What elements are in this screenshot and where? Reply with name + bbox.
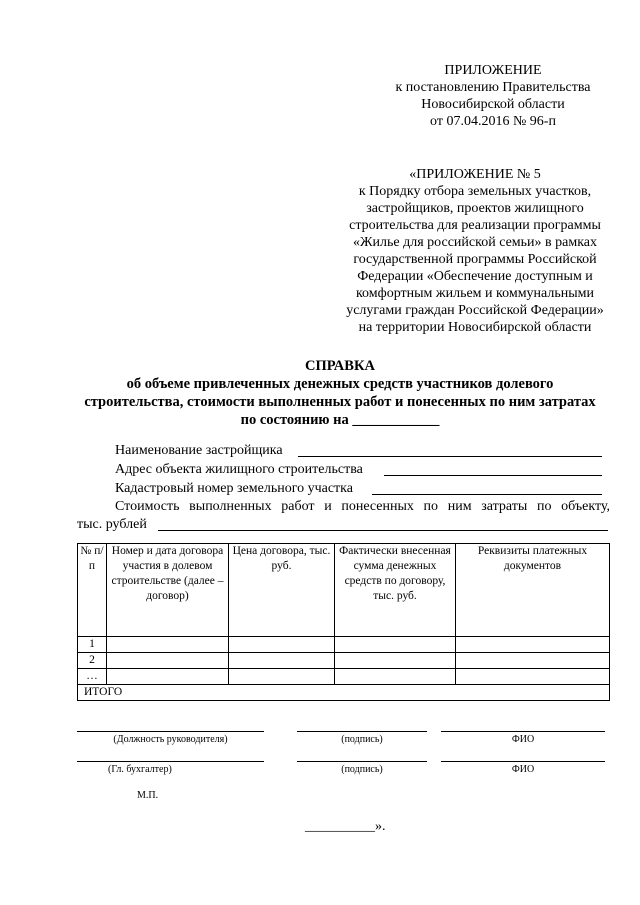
- head-signature-caption: (подпись): [341, 734, 383, 745]
- table-cell[interactable]: [456, 637, 610, 653]
- header-line: ПРИЛОЖЕНИЕ: [444, 63, 542, 78]
- title-heading: СПРАВКА: [305, 358, 375, 374]
- field-cost-unit: тыс. рублей: [77, 517, 147, 532]
- header-price: Цена договора, тыс. руб.: [229, 544, 335, 637]
- appendix-line: к Порядку отбора земельных участков,: [358, 184, 592, 199]
- head-signature-line[interactable]: [297, 731, 427, 732]
- header-block: [388, 62, 598, 130]
- table-header-row: [78, 544, 610, 637]
- accountant-line[interactable]: [77, 761, 264, 762]
- header-actual: Фактически внесенная сумма денежных средств по договору, тыс. руб.: [335, 544, 456, 637]
- appendix-line: комфортным жильем и коммунальными: [355, 286, 595, 301]
- table-row: [78, 653, 610, 669]
- accountant-signature-line[interactable]: [297, 761, 427, 762]
- row-num: 2: [78, 653, 107, 669]
- table-cell[interactable]: [335, 637, 456, 653]
- table-cell[interactable]: [229, 637, 335, 653]
- table-row: [78, 669, 610, 685]
- accountant-fio-line[interactable]: [441, 761, 605, 762]
- table-cell[interactable]: [107, 637, 229, 653]
- accountant-signature-caption: (подпись): [341, 764, 383, 775]
- table-cell[interactable]: [335, 669, 456, 685]
- head-fio-line[interactable]: [441, 731, 605, 732]
- appendix-line: услугами граждан Российской Федерации»: [346, 303, 604, 318]
- document-title: [70, 357, 610, 429]
- header-details: Реквизиты платежных документов: [456, 544, 610, 637]
- head-position-line[interactable]: [77, 731, 264, 732]
- appendix-line: застройщиков, проектов жилищного: [366, 201, 584, 216]
- header-line: от 07.04.2016 № 96-п: [430, 114, 556, 129]
- table-cell[interactable]: [456, 669, 610, 685]
- accountant-caption: (Гл. бухгалтер): [108, 764, 172, 775]
- appendix-line: строительства для реализации программы: [349, 218, 601, 233]
- appendix-line: «ПРИЛОЖЕНИЕ № 5: [409, 167, 541, 182]
- field-developer-line[interactable]: [298, 456, 602, 457]
- header-num: № п/п: [78, 544, 107, 637]
- appendix-line: государственной программы Российской: [353, 252, 597, 267]
- total-label: ИТОГО: [78, 685, 610, 701]
- header-contract: Номер и дата договора участия в долевом строительстве (далее – договор): [107, 544, 229, 637]
- title-line: по состоянию на ____________: [240, 412, 440, 428]
- stamp-label: М.П.: [137, 790, 159, 801]
- appendix-line: «Жилье для российской семьи» в рамках: [352, 235, 598, 250]
- appendix-line: на территории Новосибирской области: [358, 320, 592, 335]
- closing-line: __________».: [305, 819, 386, 834]
- table-cell[interactable]: [335, 653, 456, 669]
- row-num: 1: [78, 637, 107, 653]
- table-cell[interactable]: [229, 653, 335, 669]
- appendix-line: Федерации «Обеспечение доступным и: [357, 269, 593, 284]
- report-table: [77, 543, 610, 701]
- table-cell[interactable]: [229, 669, 335, 685]
- field-cadastral-line[interactable]: [372, 494, 602, 495]
- row-num: …: [78, 669, 107, 685]
- field-cost-text: Стоимость выполненных работ и понесенных по ним затраты по объекту,: [115, 499, 610, 514]
- table-cell[interactable]: [456, 653, 610, 669]
- field-developer-label: Наименование застройщика: [115, 443, 283, 458]
- field-address-line[interactable]: [384, 475, 602, 476]
- head-position-caption: (Должность руководителя): [113, 734, 228, 745]
- title-line: строительства, стоимости выполненных работ и понесенных по ним затратах: [84, 394, 596, 410]
- field-address-label: Адрес объекта жилищного строительства: [115, 462, 363, 477]
- table-cell[interactable]: [107, 653, 229, 669]
- table-total-row: [78, 685, 610, 701]
- table-cell[interactable]: [107, 669, 229, 685]
- head-fio-caption: ФИО: [511, 734, 535, 745]
- title-line: об объеме привлеченных денежных средств участников долевого: [126, 376, 554, 392]
- table-row: [78, 637, 610, 653]
- header-line: к постановлению Правительства: [395, 80, 591, 95]
- field-cost-label: [115, 498, 610, 515]
- header-line: Новосибирской области: [421, 97, 565, 112]
- accountant-fio-caption: ФИО: [511, 764, 535, 775]
- field-cost-line[interactable]: [158, 530, 608, 531]
- field-cadastral-label: Кадастровый номер земельного участка: [115, 481, 353, 496]
- appendix-block: [325, 166, 625, 336]
